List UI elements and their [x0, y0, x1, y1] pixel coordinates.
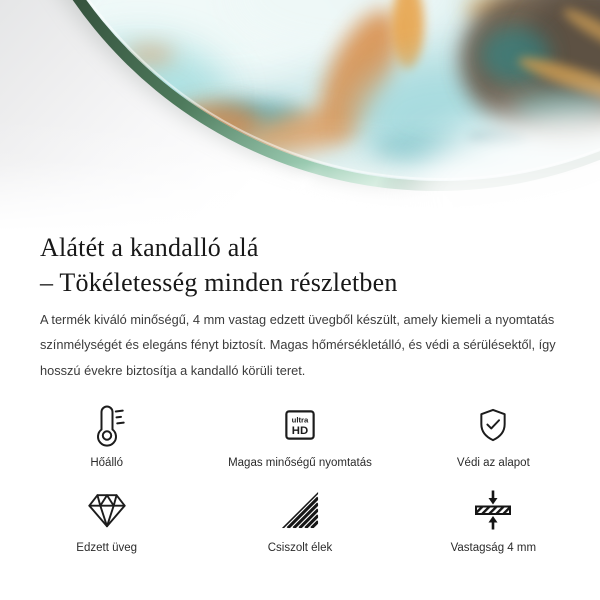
section-title-line2: – Tökéletesség minden részletben [40, 268, 398, 297]
features-grid [10, 402, 590, 554]
svg-text:HD: HD [291, 425, 309, 438]
product-description: A termék kiváló minőségű, 4 mm vastag edzett üvegből készült, amely kiemeli a nyomtatás színmélységét és elegáns fényt biztosít. Magas hőmérsékletálló, és védi a sérülésektől, így hosszú évekre biztosítja a kandalló körüli teret. [40, 312, 556, 378]
thickness-icon [471, 487, 515, 533]
feature-label: Magas minőségű nyomtatás [228, 457, 372, 469]
feature-label: Hőálló [90, 457, 123, 469]
section-title-line1: Alátét a kandalló alá [40, 233, 259, 262]
feature-label: Edzett üveg [76, 542, 138, 554]
feature-polished-edges [203, 487, 396, 554]
feature-label: Csiszolt élek [267, 542, 333, 554]
product-image [0, 0, 600, 234]
feature-thickness [397, 487, 590, 554]
thermometer-icon [85, 402, 129, 448]
product-hero [0, 0, 600, 234]
feature-label: Vastagság 4 mm [450, 542, 537, 554]
feature-tempered-glass [10, 487, 203, 554]
feature-print-quality [203, 402, 396, 469]
section-title [40, 230, 398, 300]
shield-check-icon [474, 402, 512, 448]
feature-label: Védi az alapot [456, 457, 530, 469]
feature-heat-resistant [10, 402, 203, 469]
ultra-hd-icon [280, 402, 320, 448]
beveled-edge-icon [280, 487, 320, 533]
diamond-icon [86, 487, 128, 533]
svg-text:ultra: ultra [291, 415, 309, 425]
feature-floor-protection [397, 402, 590, 469]
